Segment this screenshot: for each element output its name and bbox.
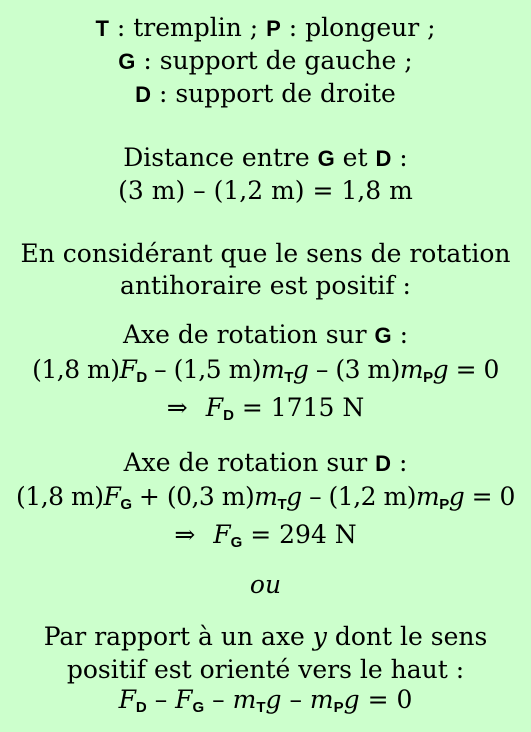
legend-line-1 [0,11,531,45]
eq-var: m [415,482,440,511]
distance-label-pre: Distance entre [123,143,318,172]
legend-P-text: : plongeur ; [280,13,436,42]
axis-D-equation [0,480,531,517]
distance-equation: (3 m) – (1,2 m) = 1,8 m [118,176,413,205]
eq-var: g [265,685,282,714]
eq-sub: G [230,534,243,551]
or-separator: ou [249,570,282,599]
eq-term: = 0 [448,355,499,384]
vertical-line-1 [0,620,531,653]
axis-G-title-post: : [391,320,409,349]
eq-var: m [399,355,424,384]
eq-sub: P [439,496,449,513]
legend-line-2 [0,44,531,78]
result-value: = 294 N [242,520,357,549]
legend-line-3 [0,77,531,111]
implies-arrow: ⇒ [174,520,196,549]
symbol-P: P [266,16,281,41]
vertical-equation [0,683,531,720]
eq-var: m [254,482,278,511]
eq-var: g [432,355,449,384]
eq-sub: T [277,496,287,513]
eq-sub: T [256,699,266,716]
distance-label-mid: et [334,143,376,172]
axis-D-result [0,518,531,555]
eq-var: F [119,355,137,384]
distance-label-post: : [391,143,408,172]
symbol-G: G [118,49,136,74]
eq-sub: D [135,699,147,716]
axis-D-title [0,446,531,480]
eq-term: = 0 [359,685,413,714]
eq-var: m [232,685,257,714]
eq-sub: D [136,369,147,386]
eq-sub: T [284,369,293,386]
eq-var: F [103,482,121,511]
eq-term: + (0,3 m) [131,482,255,511]
eq-var: g [448,482,465,511]
eq-var: m [261,355,285,384]
eq-var: F [118,685,136,714]
vertical-line-2: positif est orienté vers le haut : [66,655,465,684]
eq-var: y [312,622,327,651]
result-value: = 1715 N [233,393,365,422]
convention-line-2: antihoraire est positif : [120,271,411,300]
eq-sub: P [333,699,344,716]
eq-sub: G [120,496,132,513]
legend-G-text: : support de gauche ; [135,46,413,75]
implies-arrow: ⇒ [166,393,188,422]
eq-sub: D [223,407,234,424]
eq-term: = 0 [464,482,515,511]
eq-var: F [175,685,193,714]
eq-term: – [281,685,310,714]
legend-T-text: : tremplin ; [108,13,267,42]
symbol-D: D [135,82,152,107]
convention-line-1: En considérant que le sens de rotation [20,239,511,268]
eq-var: F [213,520,231,549]
eq-term: – (1,5 m) [146,355,262,384]
eq-var: g [292,355,309,384]
eq-var: m [309,685,334,714]
distance-label [0,141,531,175]
eq-sub: G [192,699,205,716]
vertical-line-1-pre: Par rapport à un axe [43,622,313,651]
eq-var: g [343,685,360,714]
symbol-T: T [95,16,109,41]
axis-D-title-post: : [391,448,408,477]
eq-term: – (1,2 m) [301,482,416,511]
symbol-D: D [375,146,392,171]
eq-term: – [204,685,233,714]
eq-term: – (3 m) [308,355,400,384]
symbol-G: G [374,323,392,348]
eq-term: – [146,685,176,714]
axis-G-result [0,391,531,428]
axis-G-title [0,318,531,352]
symbol-G: G [317,146,335,171]
eq-sub: P [423,369,433,386]
symbol-D: D [375,451,392,476]
axis-D-title-pre: Axe de rotation sur [123,448,376,477]
vertical-line-1-post: dont le sens [326,622,488,651]
axis-G-title-pre: Axe de rotation sur [122,320,375,349]
eq-var: g [286,482,302,511]
eq-term: (1,8 m) [32,355,120,384]
legend-D-text: : support de droite [151,79,396,108]
eq-var: F [205,393,224,422]
axis-G-equation [0,353,531,390]
eq-term: (1,8 m) [16,482,104,511]
